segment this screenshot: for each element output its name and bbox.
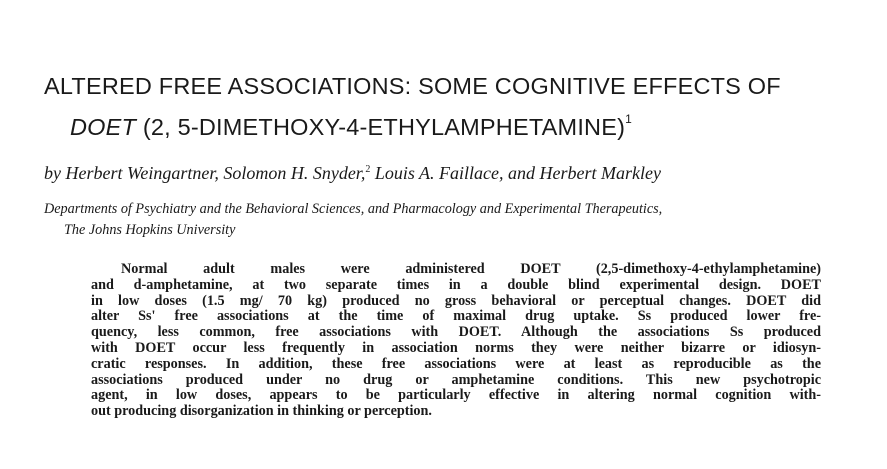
title-line-1: ALTERED FREE ASSOCIATIONS: SOME COGNITIVE EFFECTS OF (44, 73, 781, 99)
abstract-line: Normal adult males were administered DOET (2,5-dimethoxy-4-ethylamphetamine) (121, 261, 821, 277)
authors-by: by (44, 163, 66, 183)
author-footnote-mark: 2 (365, 164, 371, 175)
abstract-line: out producing disorganization in thinking or perception. (91, 403, 432, 420)
abstract-line: associations produced under no drug or amphetamine conditions. This new psychotropic (91, 371, 821, 388)
paper-title (44, 70, 864, 144)
authors-names-part-2: Louis A. Faillace, and Herbert Markley (370, 163, 661, 183)
affiliation-line-2: The Johns Hopkins University (64, 222, 236, 238)
author-list (44, 159, 864, 184)
authors-names-part-1: Herbert Weingartner, Solomon H. Snyder, (65, 163, 366, 183)
abstract-line: with DOET occur less frequently in association norms they were neither bizarre or idiosyn- (91, 339, 821, 356)
abstract-line: quency, less common, free associations with DOET. Although the associations Ss produced (91, 324, 821, 341)
abstract-line: cratic responses. In addition, these free associations were at least as reproducible as the (91, 355, 821, 372)
abstract (91, 262, 821, 420)
abstract-line: alter Ss' free associations at the time of maximal drug uptake. Ss produced lower fre- (91, 308, 821, 325)
affiliation (44, 199, 874, 241)
title-line-2 (44, 103, 864, 144)
title-footnote-mark: 1 (625, 112, 632, 126)
title-drug-name: DOET (70, 114, 137, 140)
abstract-line: agent, in low doses, appears to be particularly effective in altering normal cognition with- (91, 387, 821, 404)
title-drug-full-name: (2, 5-DIMETHOXY-4-ETHYLAMPHETAMINE) (136, 114, 626, 140)
affiliation-line-1: Departments of Psychiatry and the Behavioral Sciences, and Pharmacology and Experimental Therapeutics, (44, 201, 663, 217)
abstract-line: in low doses (1.5 mg/ 70 kg) produced no gross behavioral or perceptual changes. DOET did (91, 292, 821, 309)
abstract-line: and d-amphetamine, at two separate times in a double blind experimental design. DOET (91, 276, 821, 293)
